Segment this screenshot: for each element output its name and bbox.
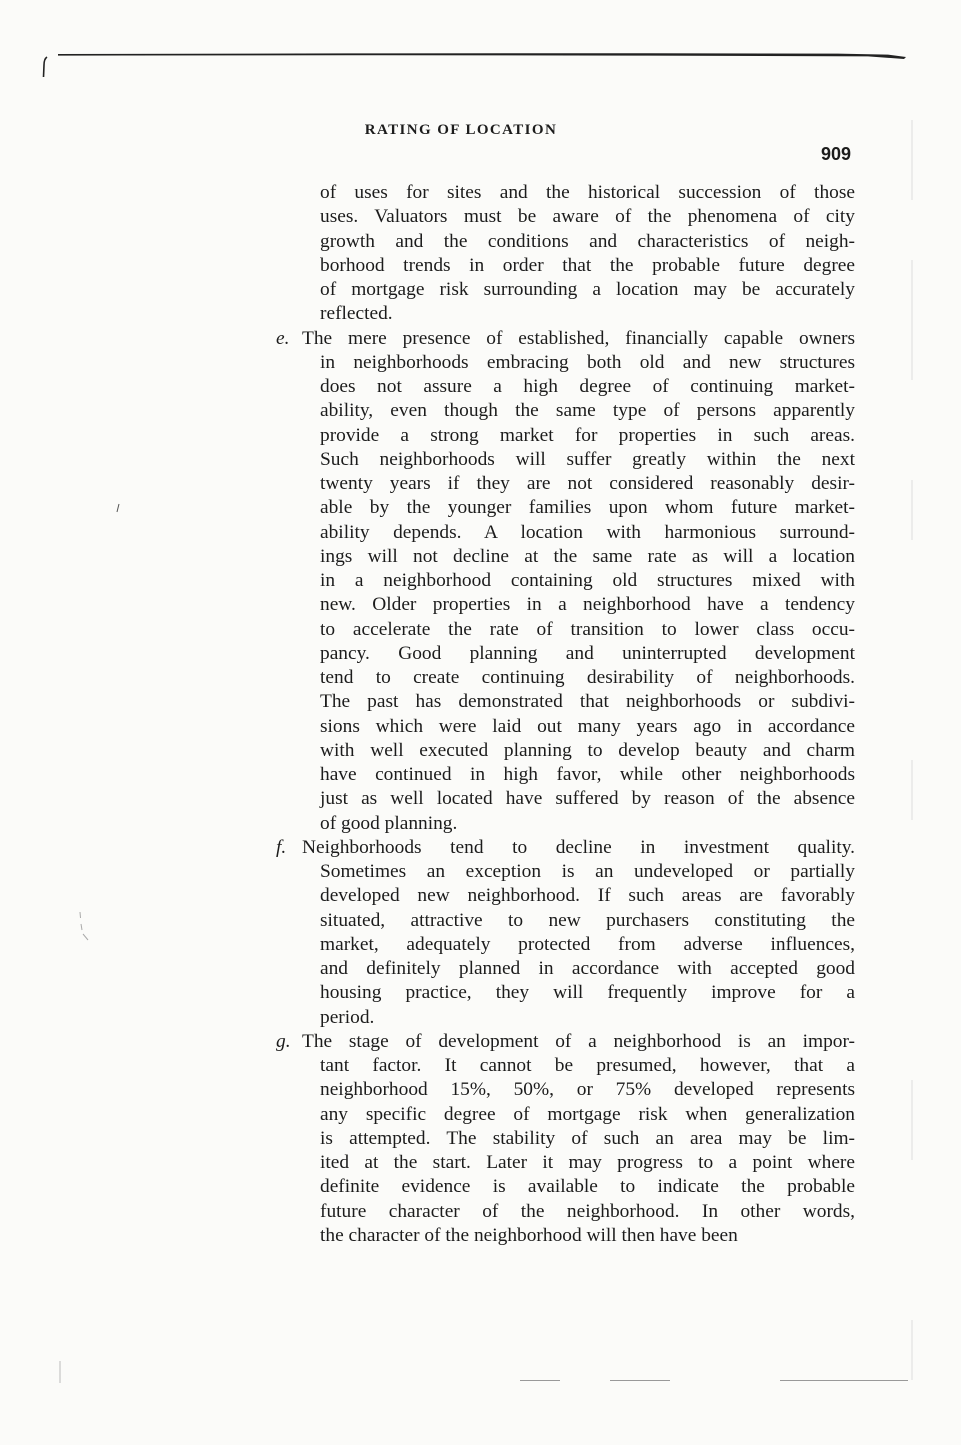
line-text: Neighborhoods tend to decline in investment quality. [302, 836, 855, 858]
text-line: of uses for sites and the historical succession of those [320, 182, 855, 203]
margin-tick [116, 503, 120, 513]
right-edge-shadow [910, 120, 914, 1400]
page-number: 909 [820, 144, 851, 164]
line-text: The stage of development of a neighborhood is an impor- [302, 1030, 855, 1052]
text-line: and definitely planned in accordance with accepted good [320, 958, 855, 979]
text-line [270, 327, 855, 351]
text-line: period. [320, 1006, 375, 1028]
text-line: twenty years if they are not considered reasonably desir- [320, 473, 855, 494]
text-line: to accelerate the rate of transition to lower class occu- [320, 618, 855, 640]
text-line: pancy. Good planning and uninterrupted development [320, 642, 855, 664]
text-line: does not assure a high degree of continuing market- [320, 376, 855, 397]
text-line: provide a strong market for properties in such areas. [320, 424, 855, 446]
text-line: growth and the conditions and characteristics of neigh- [320, 230, 855, 252]
text-line: have continued in high favor, while other neighborhoods [320, 764, 855, 785]
text-line [270, 1030, 855, 1054]
text-line: ability depends. A location with harmonious surround- [320, 521, 855, 543]
bottom-rule-line [520, 1379, 910, 1382]
margin-speck [78, 910, 90, 942]
text-line: uses. Valuators must be aware of the phenomena of city [320, 206, 855, 228]
text-line: tend to create continuing desirability of neighborhoods. [320, 667, 855, 688]
text-line: with well executed planning to develop beauty and charm [320, 739, 855, 761]
text-line: just as well located have suffered by reason of the absence [320, 788, 855, 810]
text-line: able by the younger families upon whom future market- [320, 497, 855, 519]
text-line: Such neighborhoods will suffer greatly within the next [320, 448, 855, 470]
text-line: neighborhood 15%, 50%, or 75% developed represents [320, 1079, 855, 1101]
text-line: tant factor. It cannot be presumed, however, that a [320, 1055, 855, 1076]
text-line: The past has demonstrated that neighborhoods or subdivi- [320, 691, 855, 713]
text-line: ability, even though the same type of persons apparently [320, 400, 855, 422]
text-line: any specific degree of mortgage risk when generalization [320, 1103, 855, 1125]
text-line: market, adequately protected from adverse influences, [320, 933, 855, 955]
text-line: future character of the neighborhood. In other words, [320, 1200, 855, 1222]
text-line: of mortgage risk surrounding a location may be accurately [320, 279, 855, 300]
text-line: situated, attractive to new purchasers constituting the [320, 909, 855, 931]
text-line: developed new neighborhood. If such areas are favorably [320, 885, 855, 907]
text-line: the character of the neighborhood will then have been [320, 1224, 738, 1246]
text-line: reflected. [320, 303, 393, 325]
line-text: The mere presence of established, financially capable owners [302, 327, 855, 349]
item-label: e. [276, 327, 290, 349]
text-line: borhood trends in order that the probable future degree [320, 254, 855, 276]
text-line [270, 836, 855, 860]
text-line: sions which were laid out many years ago in accordance [320, 715, 855, 737]
text-line: ited at the start. Later it may progress to a point where [320, 1152, 855, 1173]
edge-mark [42, 56, 48, 78]
top-rule-line [48, 52, 908, 61]
running-head: RATING OF LOCATION [364, 122, 558, 138]
text-line: in neighborhoods embracing both old and new structures [320, 351, 855, 373]
text-line: Sometimes an exception is an undeveloped or partially [320, 861, 855, 882]
body-text [270, 181, 855, 1248]
item-label: g. [276, 1030, 291, 1052]
item-label: f. [276, 836, 287, 858]
text-line: in a neighborhood containing old structures mixed with [320, 570, 855, 591]
text-line: housing practice, they will frequently improve for a [320, 982, 855, 1004]
text-line: definite evidence is available to indicate the probable [320, 1176, 855, 1198]
text-line: new. Older properties in a neighborhood have a tendency [320, 594, 855, 616]
text-line: is attempted. The stability of such an area may be lim- [320, 1127, 855, 1149]
left-edge-mark [58, 1360, 62, 1384]
text-line: of good planning. [320, 812, 458, 834]
text-line: ings will not decline at the same rate as will a location [320, 545, 855, 567]
